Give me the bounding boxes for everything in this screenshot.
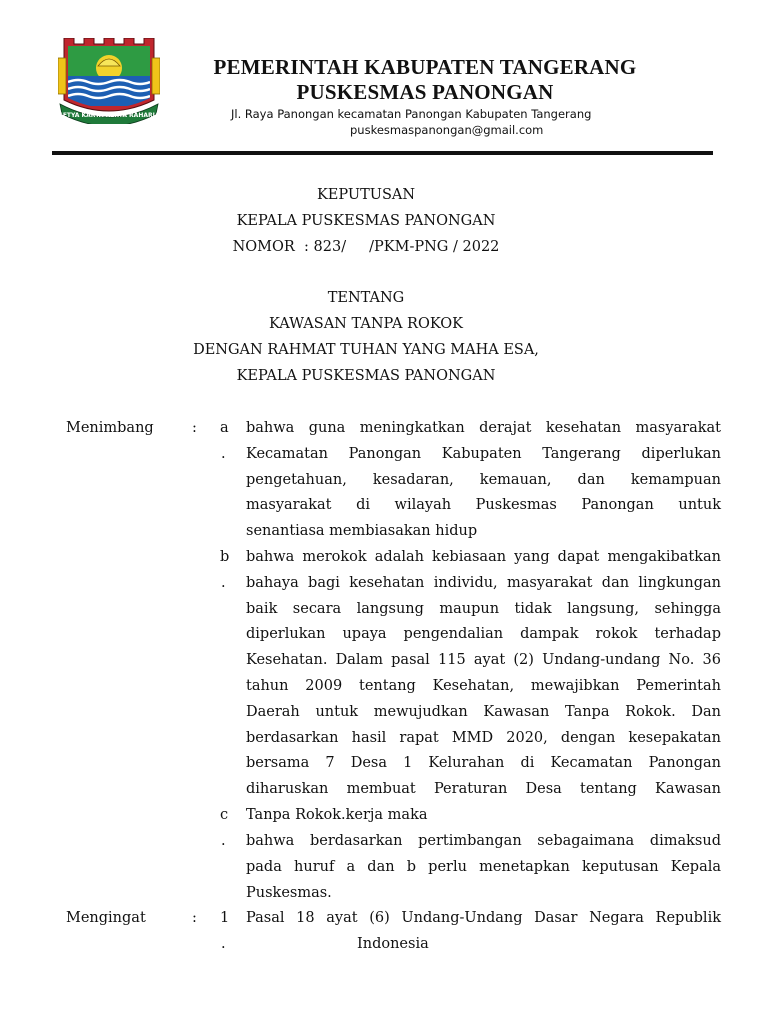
text-line: Kecamatan Panongan Kabupaten Tangerang diperlukan (246, 445, 721, 462)
about-label: TENTANG (327, 290, 405, 306)
text-line: pada huruf a dan b perlu menetapkan keputusan Kepala (246, 858, 721, 875)
institution-title: PUSKESMAS PANONGAN (296, 80, 554, 104)
text-line: bahwa berdasarkan pertimbangan sebagaimana dimaksud (246, 833, 721, 849)
text-line: diharuskan membuat Peraturan Desa tentang Kawasan (246, 781, 721, 798)
text-line: baik secara langsung maupun tidak langsung, sehingga (246, 600, 721, 617)
consideration-c (246, 829, 721, 906)
item-marker: a (220, 420, 229, 436)
legal-basis-1 (246, 906, 721, 932)
text-line: Daerah untuk mewujudkan Kawasan Tanpa Rokok. Dan (246, 703, 721, 720)
text-line: Puskesmas. (246, 884, 332, 901)
svg-text:SETYA KARYA KERTA RAHARJA: SETYA KARYA KERTA RAHARJA (58, 112, 160, 119)
kabupaten-tangerang-emblem (58, 38, 160, 124)
decree-heading: KEPUTUSAN (316, 187, 416, 203)
text-line: diperlukan upaya pengendalian dampak rokok terhadap (246, 626, 721, 643)
decree-issuer-repeat: KEPALA PUSKESMAS PANONGAN (236, 368, 496, 384)
text-line: tahun 2009 tentang Kesehatan, mewajibkan Pemerintah (246, 677, 721, 694)
item-marker-dot: . (221, 936, 226, 952)
item-marker-dot: . (221, 833, 226, 849)
government-title: PEMERINTAH KABUPATEN TANGERANG (213, 55, 637, 79)
email-line[interactable]: puskesmaspanongan@gmail.com (350, 123, 544, 137)
text-line: Kesehatan. Dalam pasal 115 ayat (2) Undang-undang No. 36 (246, 652, 721, 669)
decree-number: NOMOR : 823/ /PKM-PNG / 2022 (232, 239, 500, 255)
text-line: bahwa guna meningkatkan derajat kesehatan masyarakat (246, 420, 721, 436)
item-marker-dot: . (221, 446, 226, 462)
text-line: bahwa merokok adalah kebiasaan yang dapat mengakibatkan (246, 549, 721, 565)
text-line: berdasarkan hasil rapat MMD 2020, dengan kesepakatan (246, 729, 721, 746)
item-marker: c (220, 807, 229, 823)
item-marker: b (220, 549, 230, 565)
text-line: masyarakat di wilayah Puskesmas Panongan untuk (246, 497, 721, 514)
text-line: pengetahuan, kesadaran, kemauan, dan kemampuan (246, 471, 721, 488)
item-marker: 1 (220, 910, 230, 926)
section-colon: : (192, 420, 197, 436)
legal-basis-1-continuation: Indonesia (357, 936, 429, 952)
item-marker-dot: . (221, 575, 226, 591)
section-label-menimbang: Menimbang (66, 420, 154, 436)
text-line: senantiasa membiasakan hidup (246, 523, 478, 540)
text-line: Pasal 18 ayat (6) Undang-Undang Dasar Negara Republik (246, 910, 721, 926)
decree-subject: KAWASAN TANPA ROKOK (269, 316, 463, 332)
header-divider (52, 151, 713, 155)
text-line: Tanpa Rokok.kerja maka (246, 806, 428, 823)
section-colon: : (192, 910, 197, 926)
section-label-mengingat: Mengingat (66, 910, 146, 926)
consideration-b (246, 545, 721, 829)
text-line: bersama 7 Desa 1 Kelurahan di Kecamatan Panongan (246, 755, 721, 772)
consideration-a (246, 416, 721, 545)
decree-issuer: KEPALA PUSKESMAS PANONGAN (236, 213, 496, 229)
address-line: Jl. Raya Panongan kecamatan Panongan Kabupaten Tangerang (231, 107, 592, 121)
invocation: DENGAN RAHMAT TUHAN YANG MAHA ESA, (193, 342, 539, 358)
text-line: bahaya bagi kesehatan individu, masyarakat dan lingkungan (246, 574, 721, 591)
